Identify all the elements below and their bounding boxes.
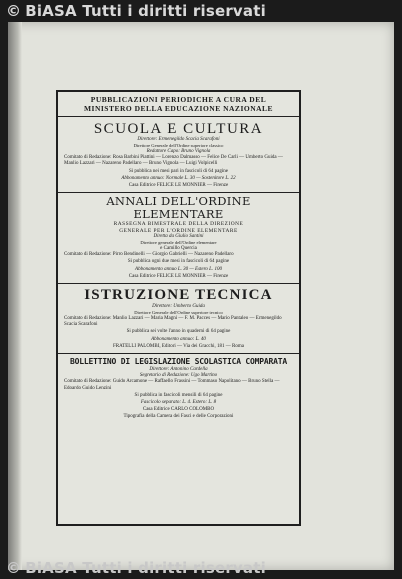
annali-diretta-role: Direttore generale dell'Ordine elementare — [140, 240, 217, 246]
istruzione-title: ISTRUZIONE TECNICA — [84, 287, 273, 304]
bollettino-subscription: Fascicolo separato: L. 4. Estero: L. 8 — [140, 400, 217, 406]
istruzione-frequency: Si pubblica sei volte l'anno in quaderni di 64 pagine — [126, 329, 231, 335]
istruzione-subscription: Abbonamento annuo: L. 40 — [151, 336, 206, 342]
annali-publisher: Casa Editrice FELICE LE MONNIER — Firenze — [128, 273, 229, 279]
annali-subtitle-2: GENERALE PER L'ORDINE ELEMENTARE — [119, 227, 238, 234]
scuola-direttore: Direttore: Ermenegildo Scacia Scarafoni — [137, 137, 220, 142]
annali-frequency: Si pubblica ogni due mesi in fascicoli di 64 pagine — [127, 259, 230, 265]
header-line-2: MINISTERO DELLA EDUCAZIONE NAZIONALE — [83, 104, 274, 113]
copyright-icon: © — [6, 559, 22, 577]
watermark-banner-bottom — [6, 559, 266, 577]
istruzione-direttore-role: Direttore Generale dell'Ordine superiore tecnico — [134, 310, 223, 316]
istruzione-comitato: Comitato di Redazione: Manlio Lazzari — Maria Magni — F. M. Pacces — Mario Pantaleo — Ermenegildo Scacia Scarafoni — [64, 316, 282, 328]
bollettino-title: BOLLETTINO DI LEGISLAZIONE SCOLASTICA COMPARATA — [70, 357, 287, 367]
bollettino-printer: Tipografia della Camera dei Fasci e delle Corporazioni — [123, 414, 234, 420]
istruzione-direttore: Direttore: Umberto Guida — [152, 304, 205, 310]
watermark-banner-top — [6, 2, 266, 20]
watermark-text: BiASA Tutti i diritti riservati — [25, 2, 266, 20]
scuola-frequency: Si pubblica nei mesi pari in fascicoli di 64 pagine — [128, 168, 228, 174]
bollettino-publisher: Casa Editrice CARLO COLOMBO — [142, 407, 215, 413]
section-scuola-e-cultura — [64, 121, 293, 189]
scuola-direttore-role: Direttore Generale dell'Ordine superiore classico — [133, 143, 224, 149]
divider — [58, 353, 299, 354]
header-line-1: PUBBLICAZIONI PERIODICHE A CURA DEL — [90, 95, 267, 104]
bollettino-segretario: Segretario di Redazione: Ugo Martino — [139, 373, 218, 379]
divider — [58, 192, 299, 193]
publications-advertisement — [56, 90, 301, 526]
annali-comitato: Comitato di Redazione: Pirro Bendinelli — Giorgio Gabrielli — Nazareno Padellaro — [64, 252, 234, 258]
scuola-comitato: Comitato di Redazione: Rosa Barbini Piattini — Lorenzo Dalmasso — Felice De Carli — Umberto Guida — Manlio Lazzari — Nazareno Padellaro — Bruno Vignola — Luigi Volpicelli — [64, 155, 283, 167]
scuola-subscription: Abbonamento annuo: Normale L. 30 — Sostenitore L. 22 — [121, 175, 236, 181]
bollettino-frequency: Si pubblica in fascicoli mensili di 64 pagine — [134, 392, 223, 398]
section-annali — [64, 195, 293, 280]
section-istruzione-tecnica — [64, 287, 293, 350]
section-bollettino — [64, 357, 293, 421]
copyright-icon: © — [6, 2, 22, 20]
annali-subtitle-1: RASSEGNA BIMESTRALE DELLA DIREZIONE — [113, 221, 244, 228]
divider — [58, 283, 299, 284]
annali-title: ANNALI DELL'ORDINE ELEMENTARE — [106, 194, 251, 222]
bollettino-direttore: Direttore: Antonino Cardella — [149, 367, 208, 373]
scuola-title: SCUOLA E CULTURA — [93, 121, 264, 137]
watermark-text: BiASA Tutti i diritti riservati — [25, 559, 266, 577]
istruzione-publisher: FRATELLI PALOMBI, Editori — Via dei Gracchi, 181 — Roma — [113, 343, 244, 349]
annali-condirettore: e Camillo Quercia — [160, 246, 197, 252]
annali-subscription: Abbonamento annuo L. 30 — Estero L. 100 — [135, 266, 222, 272]
bollettino-comitato: Comitato di Redazione: Guido Arcamone — Raffaello Frassini — Tommaso Napolitano — Bruno Stella — Edoardo Guido Lenzini — [64, 379, 280, 391]
divider — [58, 116, 299, 117]
scuola-redattore: Redattore Capo: Bruno Vignola — [146, 149, 211, 154]
scuola-publisher: Casa Editrice FELICE LE MONNIER — Firenze — [128, 183, 229, 189]
annali-diretta: Diretta da Giulio Santini — [153, 234, 204, 240]
page-spine-shadow — [8, 22, 22, 570]
